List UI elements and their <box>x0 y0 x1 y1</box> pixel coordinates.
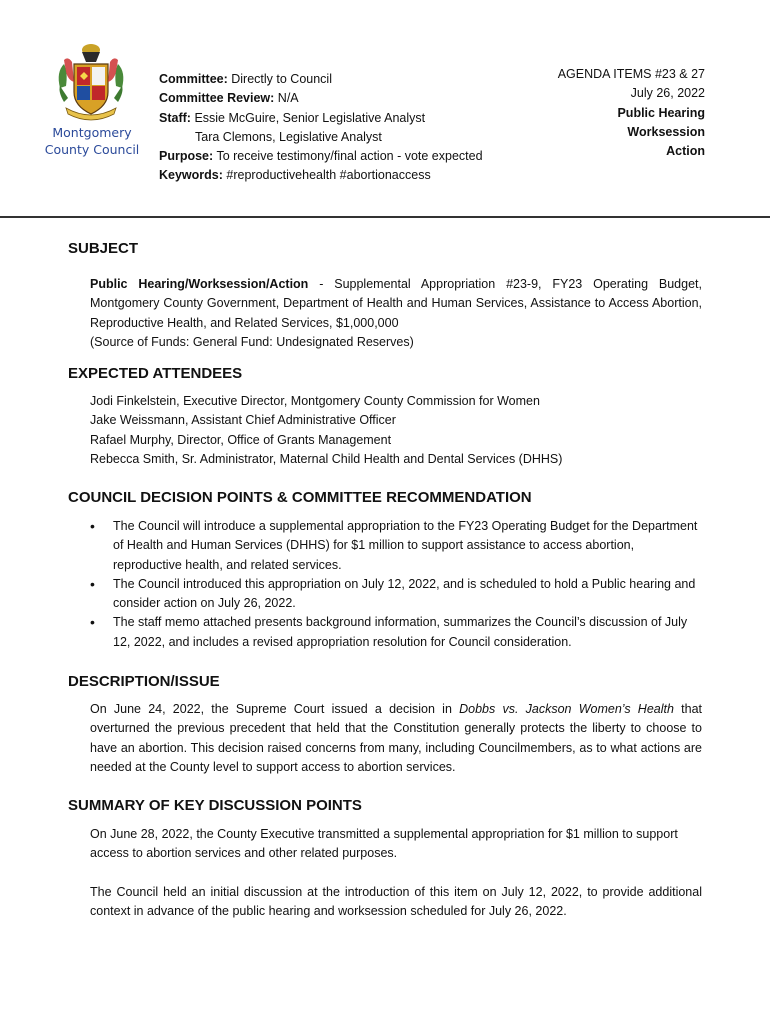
agenda-info <box>558 65 705 161</box>
agenda-items: AGENDA ITEMS #23 & 27 <box>557 67 705 81</box>
keywords-label: Keywords: <box>159 168 223 183</box>
purpose-label: Purpose: <box>159 149 214 164</box>
subject-text <box>90 275 702 333</box>
attendee-item: Jodi Finkelstein, Executive Director, Montgomery County Commission for Women <box>90 394 540 408</box>
purpose-value: To receive testimony/final action - vote expected <box>216 149 483 164</box>
description-body <box>90 700 702 777</box>
attendee-item: Rebecca Smith, Sr. Administrator, Maternal Child Health and Dental Services (DHHS) <box>90 451 563 466</box>
description-text-1: On June 24, 2022, the Supreme Court issued a decision in <box>90 702 460 716</box>
agenda-type-worksession: Worksession <box>627 124 705 139</box>
subject-lead: Public Hearing/Worksession/Action <box>90 277 309 291</box>
committee-review-label: Committee Review: <box>159 91 275 106</box>
attendee-item: Rafael Murphy, Director, Office of Grants Management <box>90 432 392 447</box>
decision-list <box>90 517 702 652</box>
decision-item: • The Council will introduce a supplemental appropriation to the FY23 Operating Budget for the Department of Health and Human Services (DHHS) for $1 million to support assistance to access abortion, reproductive health, and related services. <box>90 517 702 575</box>
summary-heading: SUMMARY OF KEY DISCUSSION POINTS <box>68 797 362 814</box>
committee-value: Directly to Council <box>231 72 332 86</box>
subject-heading: SUBJECT <box>68 240 139 257</box>
org-name: Montgomery County Council <box>44 125 140 157</box>
staff-value-1: Essie McGuire, Senior Legislative Analyst <box>194 110 426 125</box>
attendee-item: Jake Weissmann, Assistant Chief Administrative Officer <box>90 413 396 428</box>
case-name: Dobbs vs. Jackson Women’s Health <box>459 702 674 716</box>
header-meta <box>159 70 483 186</box>
subject-funds: (Source of Funds: General Fund: Undesignated Reserves) <box>90 334 414 349</box>
description-heading: DESCRIPTION/ISSUE <box>68 673 220 690</box>
attendees-list <box>90 392 702 469</box>
header-divider <box>0 216 770 218</box>
agenda-type-action: Action <box>666 144 705 159</box>
summary-paragraph-2: The Council held an initial discussion at the introduction of this item on July 12, 2022, to provide additional context in advance of the public hearing and worksession scheduled for July 26, 2022. <box>90 884 702 918</box>
agenda-type-public-hearing: Public Hearing <box>617 105 705 120</box>
committee-label: Committee: <box>159 72 228 86</box>
staff-value-2: Tara Clemons, Legislative Analyst <box>195 129 382 144</box>
committee-line <box>159 70 483 89</box>
keywords-line <box>159 166 483 185</box>
subject-body <box>90 275 702 352</box>
subject-description: - Supplemental Appropriation #23-9, FY23 Operating Budget, Montgomery County Government, Department of Health and Human Services, Assistance to Access Abortion, Reproductive Health, and Related Services, $1,000,000 <box>90 277 702 330</box>
attendees-heading: EXPECTED ATTENDEES <box>68 365 243 382</box>
committee-review-value: N/A <box>277 91 299 106</box>
description-text-2: that overturned the previous precedent that held that the Constitution generally protects the liberty to choose to have an abortion. This decision raised concerns from many, including Councilmembers, as to what actions are needed at the County level to support access to abortion services. <box>90 702 702 774</box>
decision-item: • The Council introduced this appropriation on July 12, 2022, and is scheduled to hold a Public hearing and consider action on July 26, 2022. <box>90 575 702 614</box>
staff-line <box>159 109 483 128</box>
staff-label: Staff: <box>159 110 191 125</box>
keywords-value: #reproductivehealth #abortionaccess <box>226 168 431 183</box>
purpose-line <box>159 147 483 166</box>
summary-paragraph-1: On June 28, 2022, the County Executive transmitted a supplemental appropriation for $1 million to support access to abortion services and other related purposes. <box>90 827 678 861</box>
agenda-date: July 26, 2022 <box>630 86 705 101</box>
decision-heading: COUNCIL DECISION POINTS & COMMITTEE RECOMMENDATION <box>68 489 532 506</box>
county-seal-logo <box>54 42 128 124</box>
committee-review-line <box>159 89 483 108</box>
summary-body <box>90 825 702 921</box>
decision-item: • The staff memo attached presents background information, summarizes the Council’s discussion of July 12, 2022, and includes a revised appropriation resolution for Council consideration. <box>90 613 702 652</box>
